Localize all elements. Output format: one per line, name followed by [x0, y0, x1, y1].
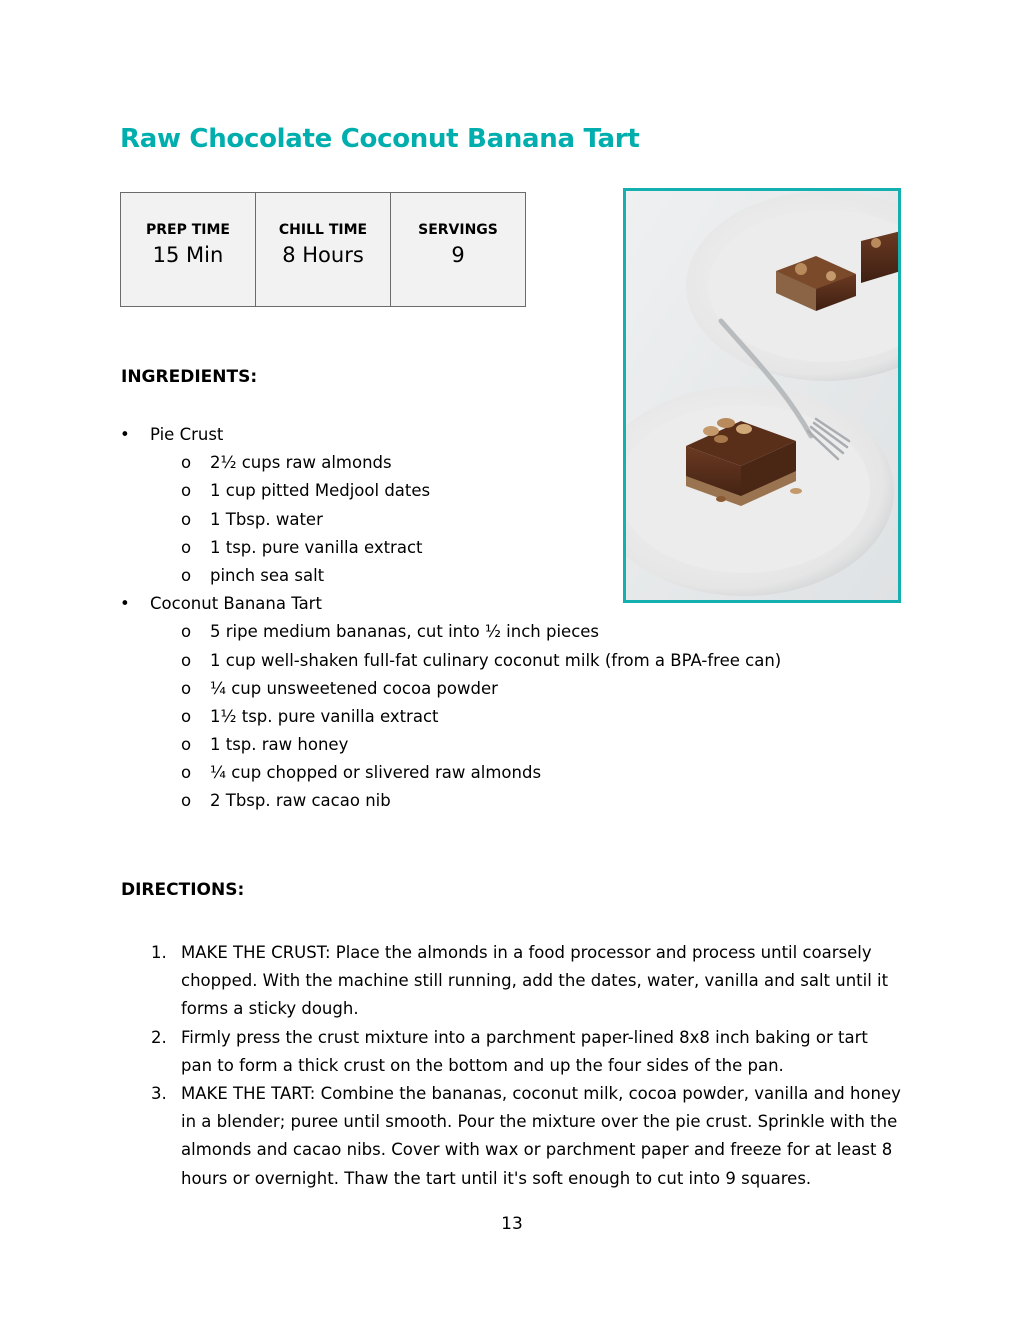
chill-time-label: CHILL TIME	[278, 222, 368, 238]
sub-bullet-icon: o	[181, 650, 192, 670]
direction-step	[0, 939, 901, 1024]
bullet-icon: •	[120, 425, 130, 444]
sub-bullet-icon: o	[181, 622, 192, 642]
ingredient-text: 1½ tsp. pure vanilla extract	[210, 706, 439, 726]
ingredient-text: 1 cup well-shaken full-fat culinary coconut milk (from a BPA-free can)	[210, 650, 782, 670]
recipe-photo	[623, 188, 901, 603]
sub-bullet-icon: o	[181, 706, 192, 726]
directions-heading: DIRECTIONS:	[121, 880, 245, 900]
sub-bullet-icon: o	[181, 763, 192, 783]
direction-step	[0, 1024, 901, 1080]
bullet-icon: •	[120, 594, 130, 614]
sub-bullet-icon: o	[181, 678, 192, 698]
step-number: 2.	[151, 1027, 167, 1047]
ingredient-text: ¼ cup unsweetened cocoa powder	[210, 678, 498, 698]
sub-bullet-icon: o	[181, 453, 192, 473]
servings-cell	[391, 193, 526, 307]
ingredients-heading: INGREDIENTS:	[121, 367, 258, 387]
chill-time-cell	[256, 193, 391, 307]
sub-bullet-icon: o	[181, 537, 192, 557]
sub-bullet-icon: o	[181, 481, 192, 501]
ingredient-text: 5 ripe medium bananas, cut into ½ inch pieces	[210, 622, 600, 642]
ingredient-text: 2 Tbsp. raw cacao nib	[210, 791, 391, 811]
sub-bullet-icon: o	[181, 735, 192, 755]
sub-bullet-icon: o	[181, 509, 192, 529]
sub-bullet-icon: o	[181, 565, 192, 585]
ingredient-text: ¼ cup chopped or slivered raw almonds	[210, 763, 542, 783]
recipe-info-table	[120, 192, 526, 307]
ingredient-text: 2½ cups raw almonds	[210, 453, 392, 473]
ingredient-text: 1 Tbsp. water	[210, 509, 323, 529]
recipe-title: Raw Chocolate Coconut Banana Tart	[120, 124, 640, 154]
prep-time-cell	[121, 193, 256, 307]
ingredient-text: Coconut Banana Tart	[150, 594, 322, 614]
direction-step	[0, 1080, 901, 1193]
step-text: MAKE THE CRUST: Place the almonds in a food processor and process until coarsely chopped. With the machine still running, add the dates, water, vanilla and salt until it forms a sticky dough.	[181, 943, 889, 1019]
servings-value: 9	[451, 243, 465, 267]
step-text: MAKE THE TART: Combine the bananas, coconut milk, cocoa powder, vanilla and honey in a blender; puree until smooth. Pour the mixture over the pie crust. Sprinkle with the almonds and cacao nibs. Cover with wax or parchment paper and freeze for at least 8 hours or overnight. Thaw the tart until it's soft enough to cut into 9 squares.	[181, 1084, 901, 1188]
directions-list	[0, 939, 901, 1193]
prep-time-value: 15 Min	[152, 243, 224, 267]
sub-bullet-icon: o	[181, 791, 192, 811]
servings-label: SERVINGS	[418, 222, 498, 238]
ingredient-text: 1 tsp. pure vanilla extract	[210, 537, 423, 557]
ingredient-text: 1 tsp. raw honey	[210, 735, 349, 755]
chill-time-value: 8 Hours	[282, 243, 364, 267]
ingredient-text: pinch sea salt	[210, 565, 325, 585]
step-number: 3.	[151, 1084, 167, 1104]
ingredient-text: 1 cup pitted Medjool dates	[210, 481, 431, 501]
step-number: 1.	[151, 943, 167, 962]
prep-time-label: PREP TIME	[146, 222, 230, 238]
ingredient-text: Pie Crust	[150, 425, 224, 444]
page-number: 13	[501, 1214, 523, 1234]
tart-photo-illustration	[626, 191, 898, 600]
step-text: Firmly press the crust mixture into a parchment paper-lined 8x8 inch baking or tart pan to form a thick crust on the bottom and up the four sides of the pan.	[181, 1027, 868, 1075]
